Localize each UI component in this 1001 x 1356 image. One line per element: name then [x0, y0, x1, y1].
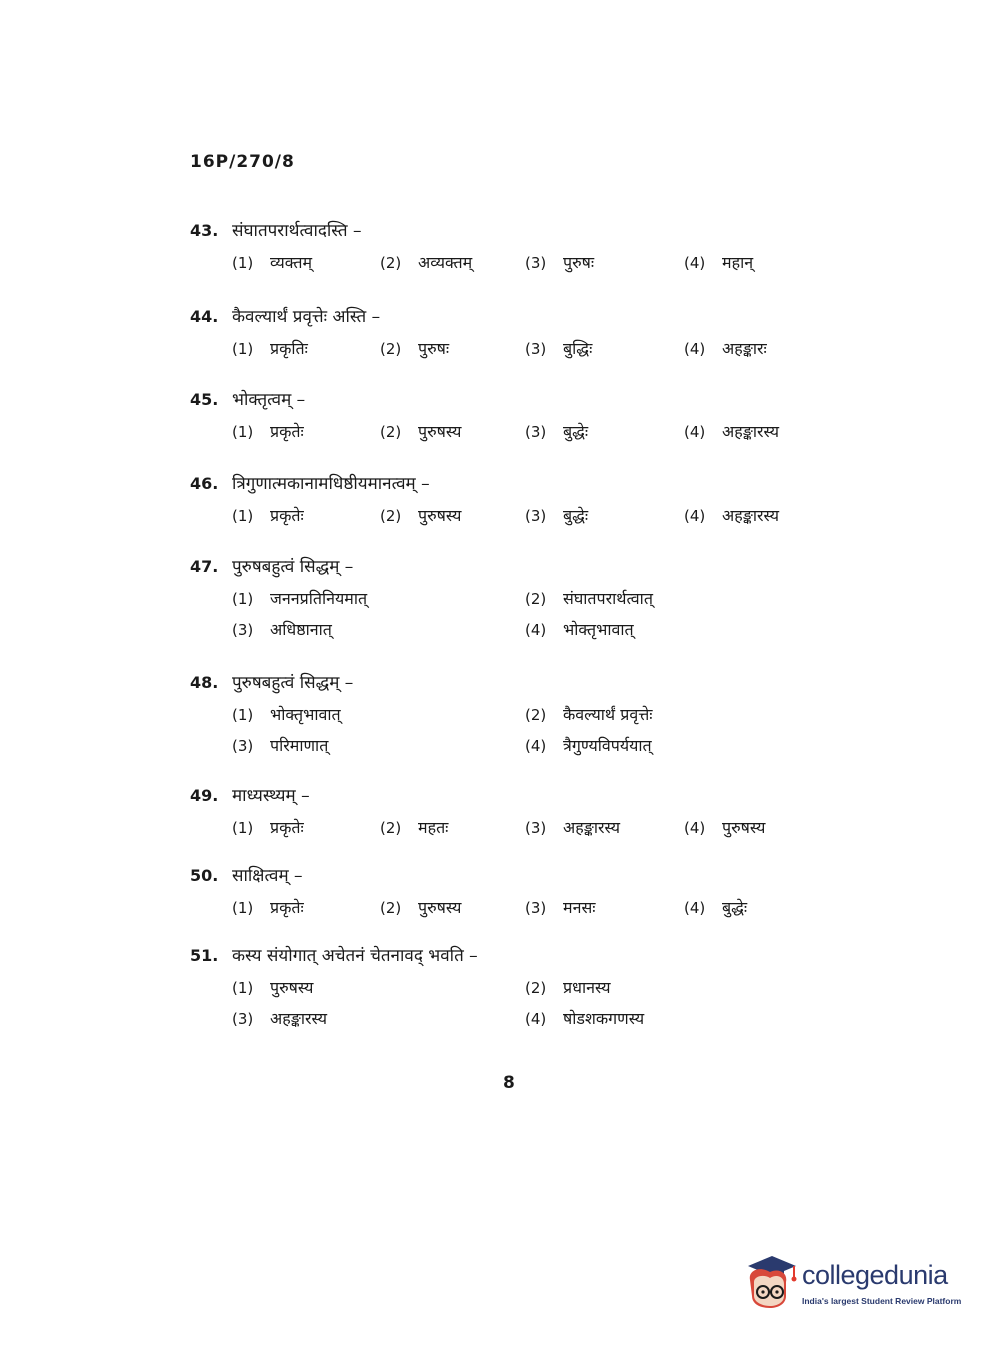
option-3: (3) पुरुषः [525, 253, 595, 272]
option-4: (4) अहङ्कारस्य [684, 506, 780, 525]
option-4: (4) महान् [684, 253, 754, 272]
question-number: 44. [190, 307, 219, 326]
question-51 [190, 940, 830, 1034]
question-text: त्रिगुणात्मकानामधिष्ठीयमानत्वम् – [232, 474, 430, 494]
option-1: (1) प्रकृतेः [232, 422, 304, 441]
option-2: (2) संघातपरार्थत्वात् [525, 589, 653, 608]
question-number: 51. [190, 946, 219, 965]
question-50 [190, 860, 830, 923]
option-2: (2) पुरुषस्य [380, 506, 462, 525]
option-1: (1) जननप्रतिनियमात् [232, 589, 368, 608]
question-text: कस्य संयोगात् अचेतनं चेतनावद् भवति – [232, 946, 478, 966]
option-2: (2) महतः [380, 818, 449, 837]
option-3: (3) अहङ्कारस्य [525, 818, 621, 837]
option-4: (4) अहङ्कारस्य [684, 422, 780, 441]
question-text: पुरुषबहुत्वं सिद्धम् – [232, 673, 354, 693]
option-1: (1) व्यक्तम् [232, 253, 313, 272]
option-1: (1) भोक्तृभावात् [232, 705, 341, 724]
brand-tagline: India's largest Student Review Platform [802, 1296, 962, 1306]
option-3: (3) बुद्धेः [525, 506, 589, 525]
question-number: 43. [190, 221, 219, 240]
brand-logo[interactable] [742, 1252, 972, 1312]
question-46 [190, 468, 830, 531]
option-4: (4) भोक्तृभावात् [525, 620, 634, 639]
options-row [190, 1003, 830, 1034]
question-number: 46. [190, 474, 219, 493]
question-text: संघातपरार्थत्वादस्ति – [232, 221, 362, 241]
question-43 [190, 215, 830, 278]
option-2: (2) पुरुषस्य [380, 422, 462, 441]
option-4: (4) त्रैगुण्यविपर्ययात् [525, 736, 652, 755]
option-3: (3) परिमाणात् [232, 736, 329, 755]
options-row [190, 247, 830, 278]
option-4: (4) अहङ्कारः [684, 339, 767, 358]
options-row [190, 583, 830, 614]
option-2: (2) प्रधानस्य [525, 978, 611, 997]
option-4: (4) षोडशकगणस्य [525, 1009, 645, 1028]
question-48 [190, 667, 830, 761]
options-row [190, 333, 830, 364]
question-text: पुरुषबहुत्वं सिद्धम् – [232, 557, 354, 577]
option-2: (2) अव्यक्तम् [380, 253, 473, 272]
option-3: (3) बुद्धिः [525, 339, 593, 358]
option-2: (2) पुरुषः [380, 339, 450, 358]
option-1: (1) प्रकृतेः [232, 898, 304, 917]
question-text: कैवल्यार्थं प्रवृत्तेः अस्ति – [232, 307, 381, 327]
question-text: माध्यस्थ्यम् – [232, 786, 310, 806]
question-number: 47. [190, 557, 219, 576]
question-number: 45. [190, 390, 219, 409]
option-4: (4) पुरुषस्य [684, 818, 766, 837]
option-3: (3) अहङ्कारस्य [232, 1009, 328, 1028]
option-1: (1) पुरुषस्य [232, 978, 314, 997]
option-3: (3) अधिष्ठानात् [232, 620, 332, 639]
question-number: 48. [190, 673, 219, 692]
brand-name: collegedunia [802, 1260, 948, 1290]
options-row [190, 416, 830, 447]
question-text: साक्षित्वम् – [232, 866, 303, 886]
options-row [190, 500, 830, 531]
option-2: (2) कैवल्यार्थं प्रवृत्तेः [525, 705, 653, 724]
option-3: (3) बुद्धेः [525, 422, 589, 441]
question-49 [190, 780, 830, 843]
question-44 [190, 301, 830, 364]
option-1: (1) प्रकृतेः [232, 818, 304, 837]
question-number: 49. [190, 786, 219, 805]
question-47 [190, 551, 830, 645]
option-4: (4) बुद्धेः [684, 898, 748, 917]
options-row [190, 699, 830, 730]
option-3: (3) मनसः [525, 898, 596, 917]
option-2: (2) पुरुषस्य [380, 898, 462, 917]
options-row [190, 812, 830, 843]
mascot-icon [742, 1252, 798, 1310]
options-row [190, 892, 830, 923]
options-row [190, 730, 830, 761]
question-number: 50. [190, 866, 219, 885]
option-1: (1) प्रकृतिः [232, 339, 308, 358]
question-45 [190, 384, 830, 447]
option-1: (1) प्रकृतेः [232, 506, 304, 525]
question-text: भोक्तृत्वम् – [232, 390, 306, 410]
options-row [190, 972, 830, 1003]
page-code: 16P/270/8 [190, 152, 295, 172]
page-number: 8 [503, 1073, 515, 1093]
options-row [190, 614, 830, 645]
